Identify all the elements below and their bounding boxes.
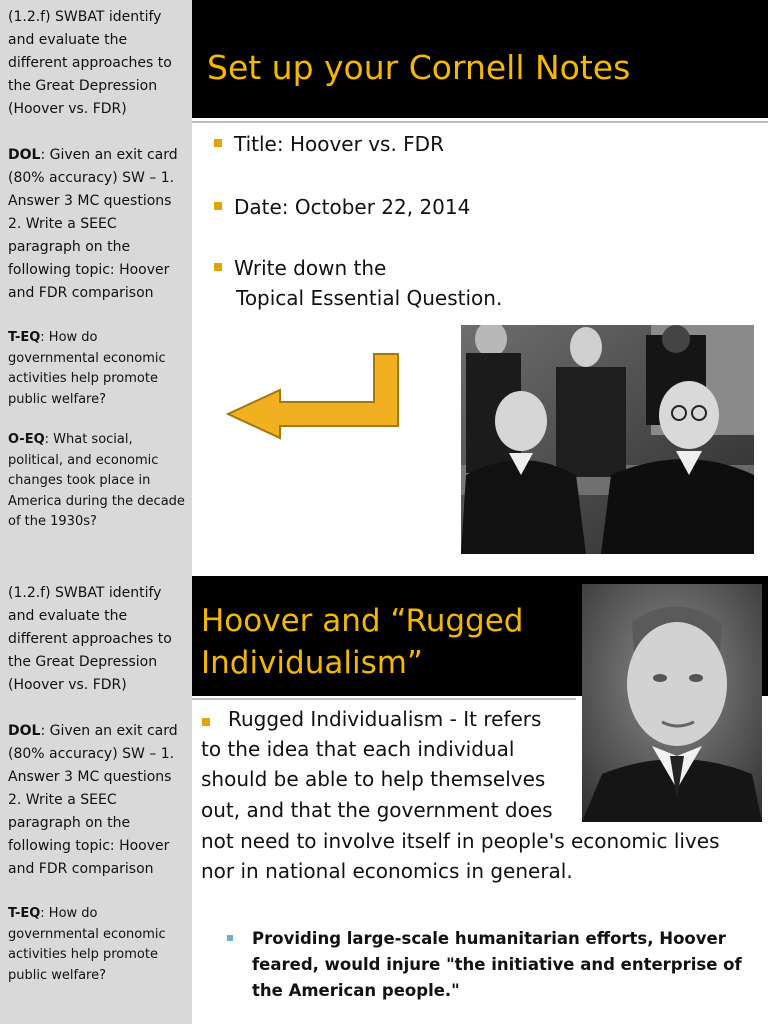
return-arrow-icon xyxy=(224,350,404,442)
paragraph-line-3: should be able to help themselves xyxy=(201,767,546,791)
dol-text: : Given an exit card (80% accuracy) SW – 1. Answer 3 MC questions 2. Write a SEEC paragraph on the following topic: Hoover and FDR comparison xyxy=(8,147,178,301)
title-divider xyxy=(192,121,768,123)
paragraph-line-5: not need to involve itself in people's economic lives xyxy=(201,829,720,853)
bullet-write-question-continued: Topical Essential Question. xyxy=(236,286,503,310)
objectives-sidebar xyxy=(0,576,192,1024)
dol-text: : Given an exit card (80% accuracy) SW – 1. Answer 3 MC questions 2. Write a SEEC paragraph on the following topic: Hoover and FDR comparison xyxy=(8,723,178,877)
dol-label: DOL xyxy=(8,147,41,163)
teq-text: : How do governmental economic activities help promote public welfare? xyxy=(8,330,166,407)
paragraph-line-6: nor in national economics in general. xyxy=(201,859,573,883)
bullet-square-icon xyxy=(214,263,222,271)
title-bar xyxy=(192,0,768,118)
paragraph-line-1: Rugged Individualism - It refers xyxy=(228,704,541,734)
bullet-square-icon xyxy=(214,139,222,147)
hoover-fdr-photo xyxy=(461,325,754,554)
objective-text: (1.2.f) SWBAT identify and evaluate the different approaches to the Great Depression (Hoover vs. FDR) xyxy=(8,9,172,117)
objectives-sidebar xyxy=(0,0,192,576)
bullet-write-question: Write down the xyxy=(214,253,386,283)
paragraph-line-4: out, and that the government does xyxy=(201,798,553,822)
hoover-portrait xyxy=(582,584,762,822)
bullet-square-icon xyxy=(202,718,210,726)
oeq-text: : What social, political, and economic changes took place in America during the decade of the 1930s? xyxy=(8,432,185,529)
bullet-date: Date: October 22, 2014 xyxy=(214,192,470,222)
teq-label: T-EQ xyxy=(8,330,41,345)
sub-bullet-square-icon xyxy=(227,935,233,941)
slide-title: Set up your Cornell Notes xyxy=(207,48,631,87)
bullet-title: Title: Hoover vs. FDR xyxy=(214,129,444,159)
dol-label: DOL xyxy=(8,723,41,739)
oeq-label: O-EQ xyxy=(8,432,45,447)
title-divider xyxy=(192,698,576,700)
teq-text: : How do governmental economic activities help promote public welfare? xyxy=(8,906,166,983)
teq-label: T-EQ xyxy=(8,906,41,921)
sub-bullet-humanitarian: Providing large-scale humanitarian efforts, Hoover feared, would injure "the initiative and enterprise of the American people." xyxy=(230,926,750,1004)
slide-title: Hoover and “Rugged Individualism” xyxy=(201,603,524,681)
objective-text: (1.2.f) SWBAT identify and evaluate the different approaches to the Great Depression (Hoover vs. FDR) xyxy=(8,585,172,693)
slide-rugged-individualism xyxy=(0,576,768,1024)
paragraph-line-2: to the idea that each individual xyxy=(201,737,515,761)
bullet-square-icon xyxy=(214,202,222,210)
